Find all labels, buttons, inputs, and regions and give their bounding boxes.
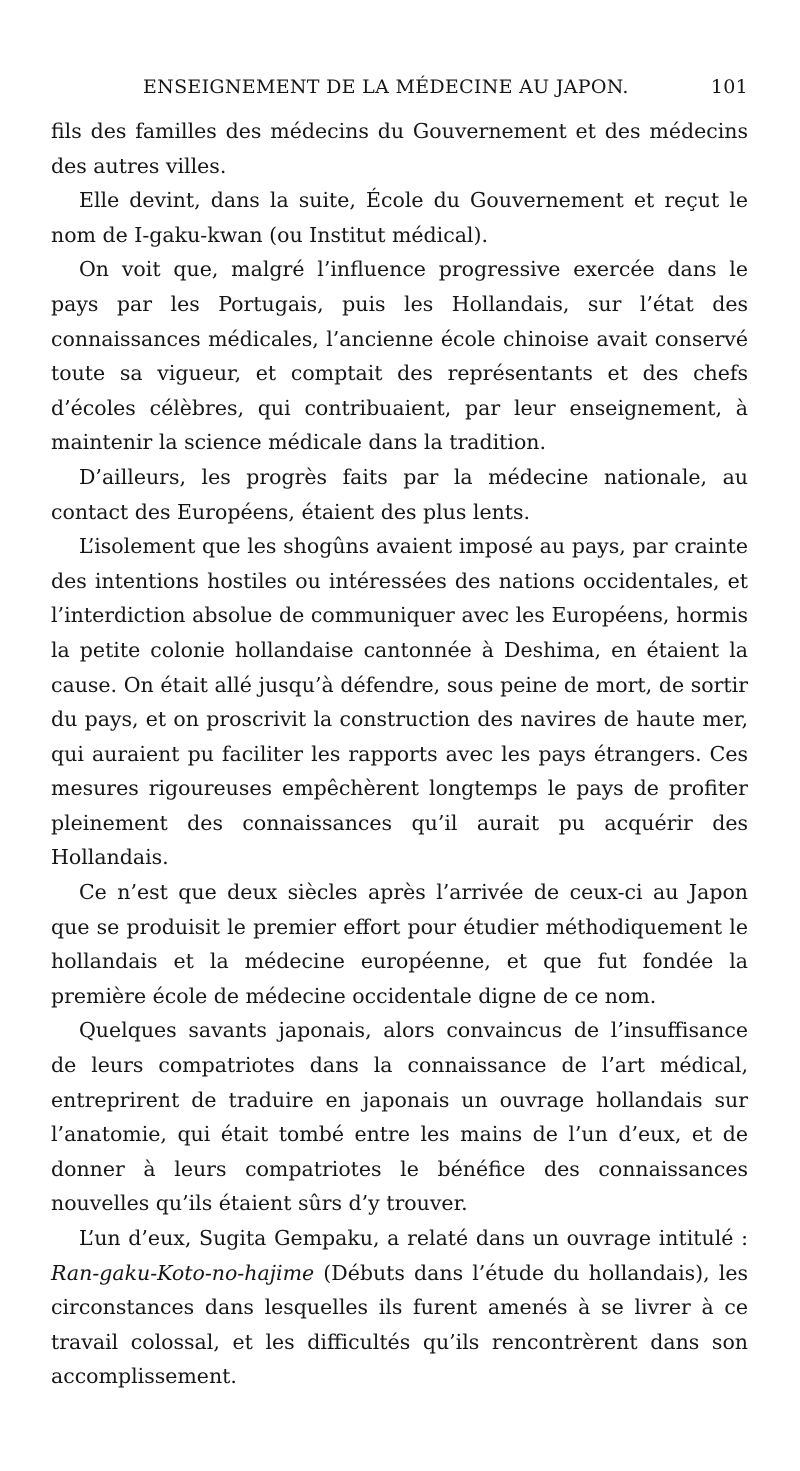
book-title: Ran-gaku-Koto-no-hajime [51,1260,315,1285]
paragraph [51,1221,748,1394]
paragraph: Elle devint, dans la suite, École du Gouvernement et reçut le nom de I-gaku-kwan (ou Institut médical). [51,188,748,247]
paragraph-text: L’un d’eux, Sugita Gempaku, a relaté dans un ouvrage intitulé : [79,1226,748,1250]
running-title: ENSEIGNEMENT DE LA MÉDECINE AU JAPON. [143,76,629,98]
paragraph: D’ailleurs, les progrès faits par la médecine nationale, au contact des Européens, étaient des plus lents. [51,464,748,524]
book-page [51,74,748,1394]
paragraph-text: (Débuts dans l’étude du hollandais), les circonstances dans lesquelles ils furent amenés à se livrer à ce travail colossal, et les difficultés qu’ils rencontrèrent dans son accomplissement. [51,1260,748,1389]
paragraph-continuation: fils des familles des médecins du Gouvernement et des médecins des autres villes. [51,119,748,178]
running-head [51,74,748,114]
body-text [51,114,748,1394]
page-number: 101 [710,76,748,98]
paragraph: Quelques savants japonais, alors convaincus de l’insuffisance de leurs compatriotes dans la connaissance de l’art médical, entreprirent de traduire en japonais un ouvrage hollandais sur l’anatomie, qui était tombé entre les mains de l’un d’eux, et de donner à leurs compatriotes le bénéfice des connaissances nouvelles qu’ils étaient sûrs d’y trouver. [51,1018,748,1216]
paragraph: On voit que, malgré l’influence progressive exercée dans le pays par les Portugais, puis les Hollandais, sur l’état des connaissances médicales, l’ancienne école chinoise avait conservé toute sa vigueur, et comptait des représentants et des chefs d’écoles célèbres, qui contribuaient, par leur enseignement, à maintenir la science médicale dans la tradition. [51,257,748,455]
paragraph: Ce n’est que deux siècles après l’arrivée de ceux-ci au Japon que se produisit le premier effort pour étudier méthodiquement le hollandais et la médecine européenne, et que fut fondée la première école de médecine occidentale digne de ce nom. [51,880,748,1008]
paragraph: L’isolement que les shogûns avaient imposé au pays, par crainte des intentions hostiles ou intéressées des nations occidentales, et l’interdiction absolue de communiquer avec les Européens, hormis la petite colonie hollandaise cantonnée à Deshima, en étaient la cause. On était allé jusqu’à défendre, sous peine de mort, de sortir du pays, et on proscrivit la construction des navires de haute mer, qui auraient pu faciliter les rapports avec les pays étrangers. Ces mesures rigoureuses empêchèrent longtemps le pays de profiter pleinement des connaissances qu’il aurait pu acquérir des Hollandais. [51,534,748,870]
